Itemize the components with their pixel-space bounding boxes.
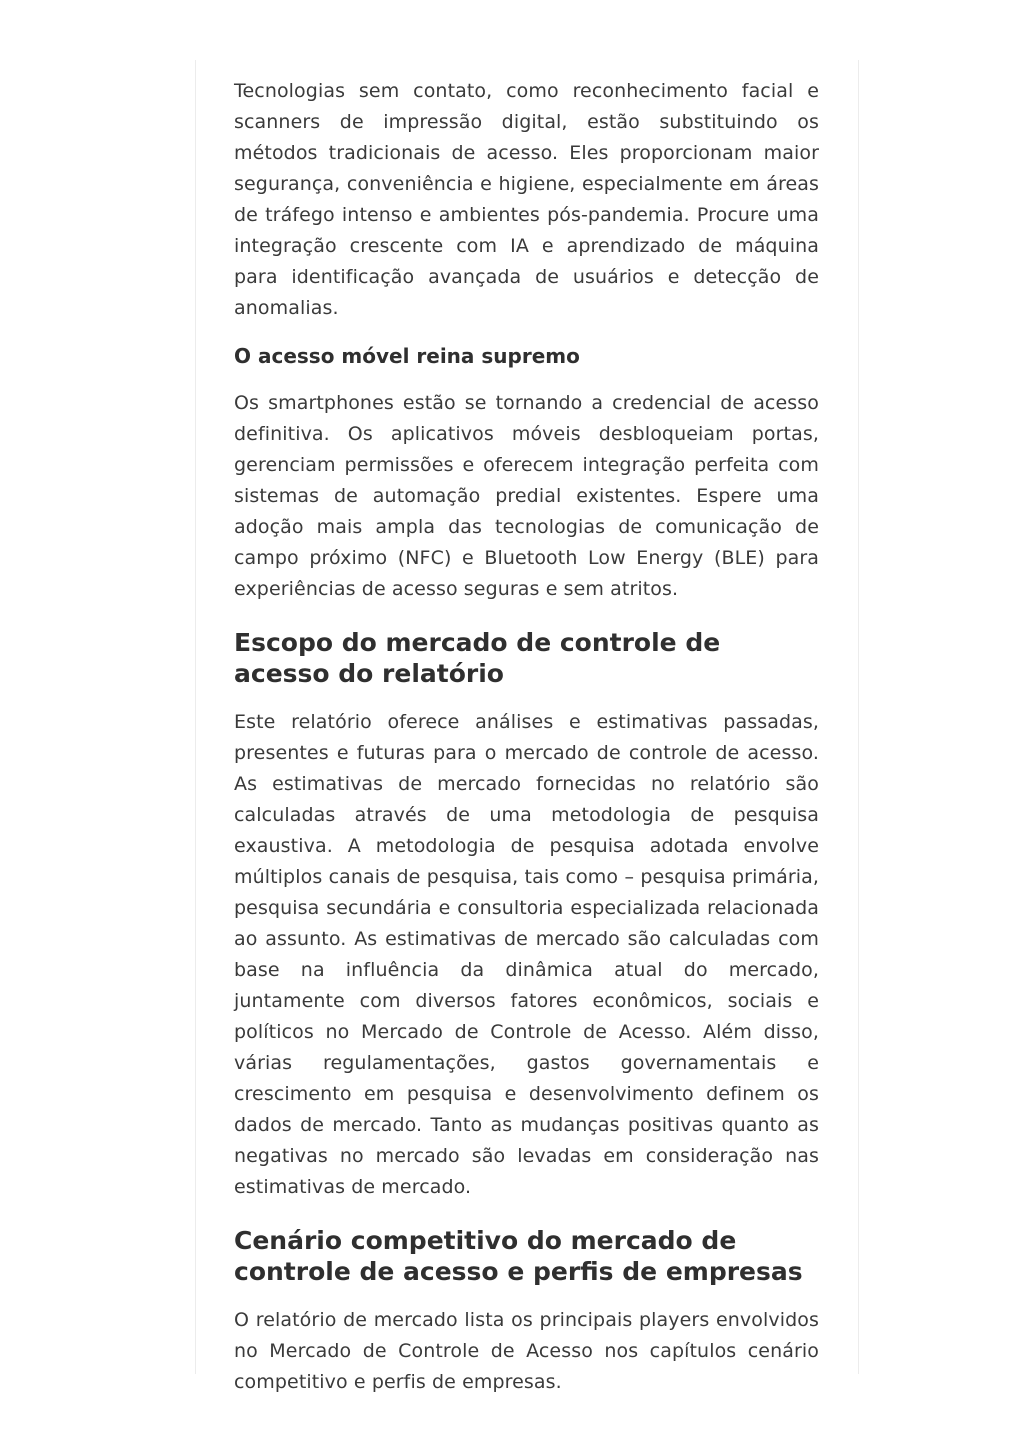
heading-report-scope: Escopo do mercado de controle de acesso do relatório (234, 628, 721, 688)
heading-competitive-landscape: Cenário competitivo do mercado de controle de acesso e perfis de empresas (234, 1226, 803, 1286)
heading-mobile-access: O acesso móvel reina supremo (234, 344, 580, 368)
paragraph-report-scope: Este relatório oferece análises e estimativas passadas, presentes e futuras para o mercado de controle de acesso. As estimativas de mercado fornecidas no relatório são calculadas através de uma metodologia de pesquisa exaustiva. A metodologia de pesquisa adotada envolve múltiplos canais de pesquisa, tais como – pesquisa primária, pesquisa secundária e consultoria especializada relacionada ao assunto. As estimativas de mercado são calculadas com base na influência da dinâmica atual do mercado, juntamente com diversos fatores econômicos, sociais e políticos no Mercado de Controle de Acesso. Além disso, várias regulamentações, gastos governamentais e crescimento em pesquisa e desenvolvimento definem os dados de mercado. Tanto as mudanças positivas quanto as negativas no mercado são levadas em consideração nas estimativas de mercado. (234, 711, 819, 1198)
article-column (195, 60, 859, 1393)
paragraph-competitive-landscape: O relatório de mercado lista os principais players envolvidos no Mercado de Controle de Acesso nos capítulos cenário competitivo e perfis de empresas. (234, 1309, 819, 1393)
paragraph-mobile-access: Os smartphones estão se tornando a credencial de acesso definitiva. Os aplicativos móveis desbloqueiam portas, gerenciam permissões e oferecem integração perfeita com sistemas de automação predial existentes. Espere uma adoção mais ampla das tecnologias de comunicação de campo próximo (NFC) e Bluetooth Low Energy (BLE) para experiências de acesso seguras e sem atritos. (234, 392, 819, 600)
article-body (234, 76, 819, 1398)
paragraph-contactless: Tecnologias sem contato, como reconhecimento facial e scanners de impressão digital, estão substituindo os métodos tradicionais de acesso. Eles proporcionam maior segurança, conveniência e higiene, especialmente em áreas de tráfego intenso e ambientes pós-pandemia. Procure uma integração crescente com IA e aprendizado de máquina para identificação avançada de usuários e detecção de anomalias. (234, 80, 819, 319)
